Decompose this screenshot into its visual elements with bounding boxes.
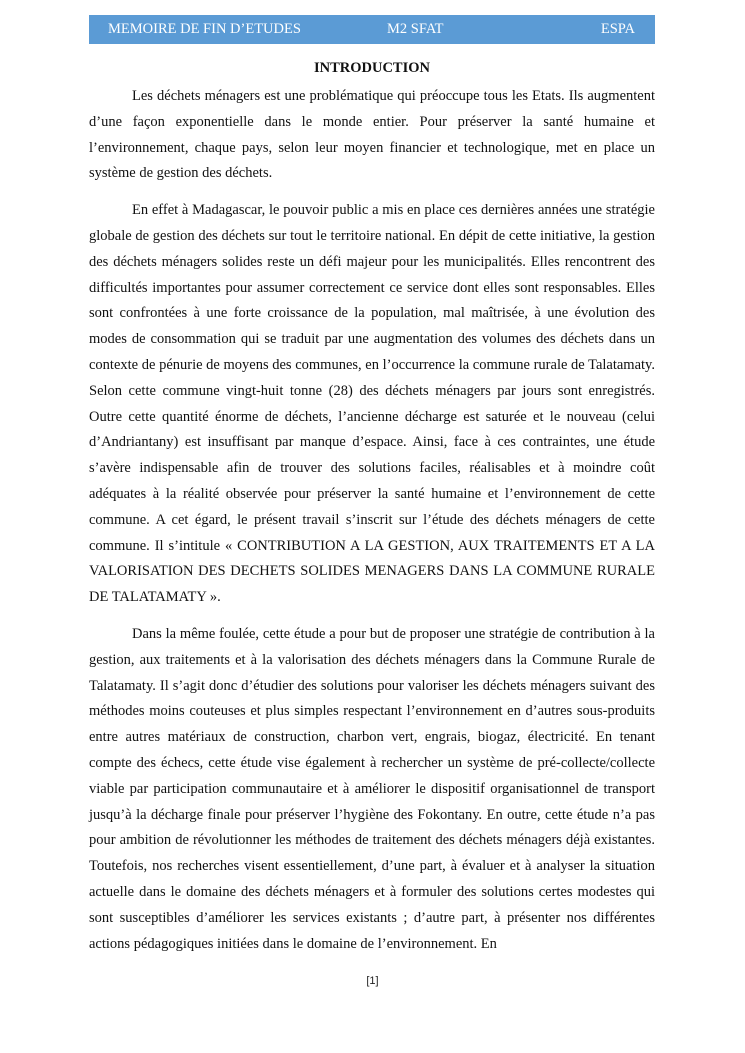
page-number: [1] (366, 975, 379, 987)
section-title: INTRODUCTION (313, 60, 430, 76)
paragraph-3: Dans la même foulée, cette étude a pour but de proposer une stratégie de contribution à la gestion, aux traitements et à la valorisation des déchets ménagers dans la Commune Rurale de Talatamaty. Il s’agit donc d’étudier des solutions pour valoriser les déchets ménagers suivant des méthodes moins couteuses et plus simples respectant l’environnement en d’autres sous-produits entre autres matériaux de construction, charbon vert, engrais, biogaz, électricité. En tenant compte des échecs, cette étude vise également à rechercher un système de pré-collecte/collecte viable par participation communautaire et à améliorer le dispositif organisationnel de transport jusqu’à la décharge finale pour préserver l’hygiène des Fokontany. En outre, cette étude n’a pas pour ambition de révolutionner les méthodes de traitement des déchets ménagers déjà existantes. Toutefois, nos recherches visent essentiellement, d’une part, à évaluer et à analyser la situation actuelle dans le domaine des déchets ménagers et à formuler des solutions certes modestes qui sont susceptibles d’améliorer les services existants ; d’autre part, à présenter nos différentes actions pédagogiques initiées dans le domaine de l’environnement. En (89, 625, 655, 952)
paragraph-2: En effet à Madagascar, le pouvoir public a mis en place ces dernières années une stratégie globale de gestion des déchets sur tout le territoire national. En dépit de cette initiative, la gestion des déchets ménagers solides reste un défi majeur pour les municipalités. Elles rencontrent des difficultés importantes pour assumer correctement ce service dont elles sont responsables. Elles sont confrontées à une forte croissance de la population, mal maîtrisée, à une évolution des modes de consommation qui se traduit par une augmentation des volumes des déchets dans un contexte de pénurie de moyens des communes, en l’occurrence la commune rurale de Talatamaty. Selon cette commune vingt-huit tonne (28) des déchets ménagers par jours sont enregistrés. Outre cette quantité énorme de déchets, l’ancienne décharge est saturée et le nouveau (celui d’Andriantany) est insuffisant par manque d’espace. Ainsi, face à ces contraintes, une étude s’avère indispensable afin de trouver des solutions faciles, réalisables et à moindre coût adéquates à la réalité observée pour préserver la santé humaine et l’environnement de cette commune. A cet égard, le présent travail s’inscrit sur l’étude des déchets ménagers de cette commune. Il s’intitule « CONTRIBUTION A LA GESTION, AUX TRAITEMENTS ET A LA VALORISATION DES DECHETS SOLIDES MENAGERS DANS LA COMMUNE RURALE DE TALATAMATY ». (89, 202, 655, 606)
header-program: M2 SFAT (387, 21, 444, 37)
header-document-type: MEMOIRE DE FIN D’ETUDES (108, 21, 301, 37)
header-school: ESPA (600, 21, 635, 37)
document-body (89, 84, 655, 968)
paragraph-1: Les déchets ménagers est une problématique qui préoccupe tous les Etats. Ils augmentent d’une façon exponentielle dans le monde entier. Pour préserver la santé humaine et l’environnement, chaque pays, selon leur moyen financier et technologique, met en place un système de gestion des déchets. (89, 88, 655, 182)
page-header-bar (89, 15, 655, 44)
